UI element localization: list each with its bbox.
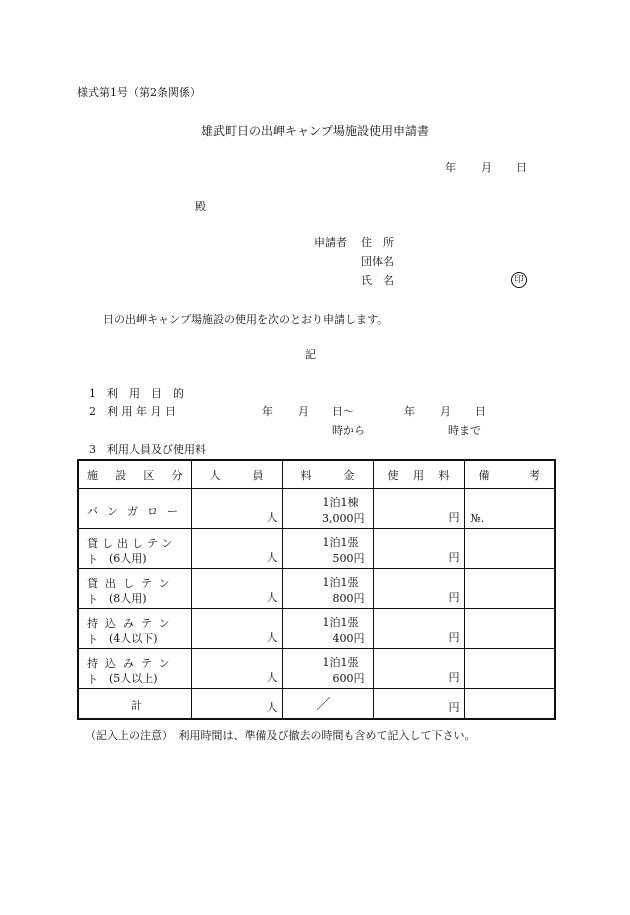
header-people xyxy=(191,460,282,489)
yen-unit: 円 xyxy=(448,701,460,714)
facility-name: 持込みテント xyxy=(87,617,177,646)
usage-fee-table xyxy=(77,459,556,720)
person-unit: 人 xyxy=(266,591,278,604)
header-category-char: 施 xyxy=(87,468,98,482)
header-category-char: 分 xyxy=(171,468,183,482)
header-category xyxy=(78,460,191,489)
item-1-label: 利 用 目 的 xyxy=(107,387,184,400)
item-2-label: 利 用 年 月 日 xyxy=(107,405,176,418)
header-remarks-char: 考 xyxy=(529,468,540,482)
header-usage-fee-char: 用 xyxy=(413,468,424,482)
header-usage-fee xyxy=(373,460,464,489)
person-unit: 人 xyxy=(266,671,278,684)
yen-unit: 円 xyxy=(448,551,460,564)
header-usage-fee-char: 料 xyxy=(438,468,450,482)
header-usage-fee-char: 使 xyxy=(387,468,399,482)
remark-number-label: №. xyxy=(470,512,485,525)
price-unit: 1泊1張 xyxy=(322,656,359,669)
yen-unit: 円 xyxy=(448,671,460,684)
price-amount: 400円 xyxy=(332,632,365,645)
person-unit: 人 xyxy=(266,511,278,524)
person-unit: 人 xyxy=(266,631,278,644)
facility-capacity: (8人用) xyxy=(109,592,147,605)
item-3-number: 3 xyxy=(89,443,96,456)
price-amount: 600円 xyxy=(332,672,365,685)
header-category-char: 区 xyxy=(143,468,155,482)
person-unit: 人 xyxy=(266,701,278,714)
table-row xyxy=(78,489,555,529)
facility-name: バンガロー xyxy=(87,505,187,518)
price-amount: 800円 xyxy=(332,592,365,605)
yen-unit: 円 xyxy=(448,511,460,524)
time-from-label: 時から xyxy=(332,424,365,437)
to-day-label: 日 xyxy=(475,405,486,418)
address-label: 住 所 xyxy=(361,236,394,249)
table-row xyxy=(78,569,555,609)
yen-unit: 円 xyxy=(448,631,460,644)
date-year-label: 年 xyxy=(445,161,456,174)
facility-name: 貸し出しテント xyxy=(87,537,177,566)
date-month-label: 月 xyxy=(481,161,492,174)
facility-capacity: (4人以下) xyxy=(109,632,158,645)
yen-unit: 円 xyxy=(448,591,460,604)
person-unit: 人 xyxy=(266,551,278,564)
table-row-total xyxy=(78,689,555,720)
table-row xyxy=(78,649,555,689)
total-price-slash: ／ xyxy=(316,697,331,713)
header-fee xyxy=(282,460,373,489)
date-day-label: 日 xyxy=(516,161,527,174)
to-month-label: 月 xyxy=(440,405,451,418)
name-label: 氏 名 xyxy=(361,274,394,287)
item-1-number: 1 xyxy=(89,387,96,400)
item-3-label: 利用人員及び使用料 xyxy=(107,443,206,456)
to-year-label: 年 xyxy=(404,405,415,418)
price-unit: 1泊1張 xyxy=(322,576,359,589)
header-people-char: 員 xyxy=(252,468,264,482)
applicant-label: 申請者 xyxy=(314,236,347,249)
facility-capacity: (6人用) xyxy=(109,552,147,565)
from-month-label: 月 xyxy=(298,405,309,418)
facility-name: 貸出しテント xyxy=(87,577,177,606)
header-category-char: 設 xyxy=(115,468,127,482)
entry-note: （記入上の注意） 利用時間は、準備及び撤去の時間も含めて記入して下さい。 xyxy=(85,729,476,742)
price-amount: 500円 xyxy=(332,552,365,565)
item-2-number: 2 xyxy=(89,405,96,418)
from-year-label: 年 xyxy=(262,405,273,418)
ki-heading: 記 xyxy=(305,348,316,361)
price-amount: 3,000円 xyxy=(322,512,365,525)
total-label: 計 xyxy=(131,699,142,712)
seal-mark: 印 xyxy=(511,272,527,288)
facility-capacity: (5人以上) xyxy=(109,672,158,685)
facility-name: 持込みテント xyxy=(87,657,177,686)
header-remarks-char: 備 xyxy=(478,468,490,482)
group-name-label: 団体名 xyxy=(361,255,394,268)
price-unit: 1泊1張 xyxy=(322,616,359,629)
price-unit: 1泊1棟 xyxy=(322,496,359,509)
document-title: 雄武町日の出岬キャンプ場施設使用申請書 xyxy=(201,124,430,138)
form-number: 様式第1号（第2条関係） xyxy=(77,86,201,99)
table-row xyxy=(78,529,555,569)
header-people-char: 人 xyxy=(209,468,221,482)
price-unit: 1泊1張 xyxy=(322,536,359,549)
application-statement: 日の出岬キャンプ場施設の使用を次のとおり申請します。 xyxy=(103,313,389,326)
addressee-suffix: 殿 xyxy=(195,200,206,213)
header-fee-char: 料 xyxy=(300,468,312,482)
table-row xyxy=(78,609,555,649)
from-day-label: 日〜 xyxy=(332,405,354,418)
time-to-label: 時まで xyxy=(448,424,481,437)
header-fee-char: 金 xyxy=(343,468,355,482)
header-remarks xyxy=(464,460,555,489)
